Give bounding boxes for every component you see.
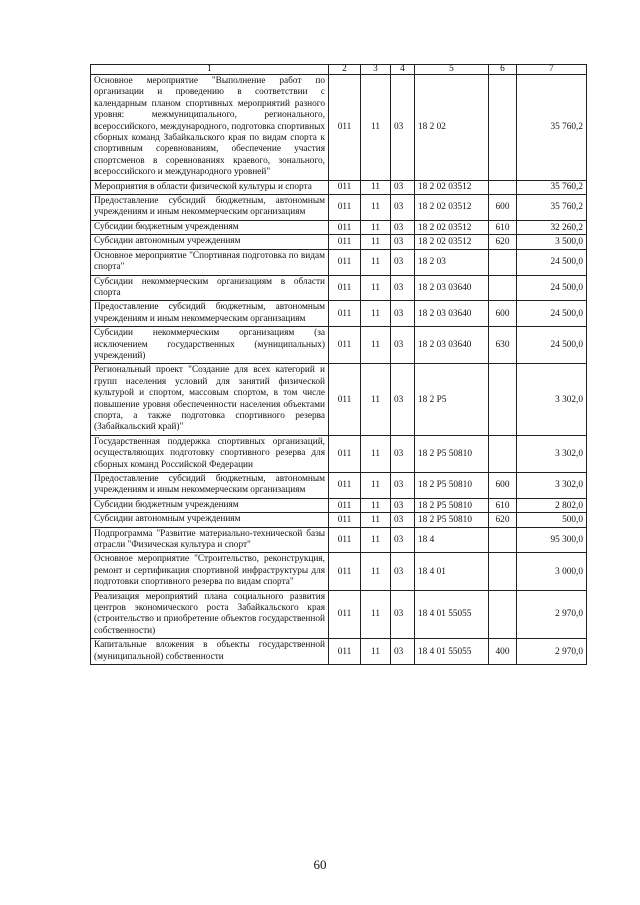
cell-grbs: 011 [329,275,361,301]
cell-name: Капитальные вложения в объекты государственной (муниципальной) собственности [91,639,329,665]
cell-grbs: 011 [329,553,361,590]
cell-amount: 500,0 [517,513,587,527]
cell-subsection: 03 [391,327,415,364]
cell-amount: 3 302,0 [517,435,587,472]
table-row [91,639,587,665]
cell-name: Региональный проект "Создание для всех категорий и групп населения условий для занятий физической культурой и спортом, массовым спортом, в том числе повышение уровня обеспеченности населения объектами спорта, а также подготовка спортивного резерва (Забайкальский край)" [91,364,329,435]
cell-expense-type [489,590,517,639]
table-row [91,220,587,234]
cell-amount: 3 000,0 [517,553,587,590]
cell-section: 11 [361,498,391,512]
cell-amount: 35 760,2 [517,180,587,194]
budget-table [90,64,587,665]
cell-subsection: 03 [391,249,415,275]
cell-section: 11 [361,639,391,665]
cell-section: 11 [361,220,391,234]
column-header: 7 [517,65,587,75]
cell-expense-type [489,364,517,435]
cell-expense-type [489,249,517,275]
table-row [91,180,587,194]
cell-grbs: 011 [329,590,361,639]
cell-expense-type: 600 [489,195,517,221]
table-row [91,75,587,181]
table-row [91,249,587,275]
cell-amount: 24 500,0 [517,249,587,275]
cell-amount: 24 500,0 [517,301,587,327]
cell-expense-type [489,275,517,301]
column-header: 4 [391,65,415,75]
cell-target-item: 18 2 02 [415,75,489,181]
cell-target-item: 18 4 01 55055 [415,639,489,665]
cell-name: Субсидии автономным учреждениям [91,235,329,249]
cell-name: Основное мероприятие "Выполнение работ по организации и проведению в соответствии с календарным планом спортивных мероприятий разного уровня: межмуниципального, регионального, всероссийского, международного, подготовка спортивных сборных команд Забайкальского края по видам спорта к спортивным соревнованиям, обеспечение участия спортсменов в соревнованиях краевого, зонального, всероссийского и международного уровней" [91,75,329,181]
cell-grbs: 011 [329,498,361,512]
cell-amount: 2 970,0 [517,590,587,639]
cell-section: 11 [361,364,391,435]
cell-expense-type: 600 [489,473,517,499]
cell-expense-type: 610 [489,220,517,234]
cell-section: 11 [361,249,391,275]
cell-target-item: 18 2 P5 50810 [415,435,489,472]
cell-section: 11 [361,180,391,194]
cell-grbs: 011 [329,435,361,472]
cell-grbs: 011 [329,473,361,499]
cell-subsection: 03 [391,527,415,553]
cell-target-item: 18 2 02 03512 [415,220,489,234]
cell-name: Предоставление субсидий бюджетным, автономным учреждениям и иным некоммерческим организациям [91,195,329,221]
cell-grbs: 011 [329,75,361,181]
cell-expense-type [489,527,517,553]
cell-section: 11 [361,235,391,249]
cell-name: Государственная поддержка спортивных организаций, осуществляющих подготовку спортивного резерва для сборных команд Российской Федерации [91,435,329,472]
cell-grbs: 011 [329,327,361,364]
table-row [91,553,587,590]
cell-expense-type [489,75,517,181]
cell-target-item: 18 2 P5 50810 [415,498,489,512]
cell-target-item: 18 2 02 03512 [415,235,489,249]
page-number: 60 [313,857,327,872]
cell-target-item: 18 4 [415,527,489,553]
cell-section: 11 [361,513,391,527]
cell-expense-type: 610 [489,498,517,512]
cell-grbs: 011 [329,527,361,553]
cell-subsection: 03 [391,75,415,181]
column-header: 6 [489,65,517,75]
table-row [91,275,587,301]
table-row [91,301,587,327]
cell-name: Субсидии бюджетным учреждениям [91,498,329,512]
cell-name: Субсидии бюджетным учреждениям [91,220,329,234]
table-row [91,513,587,527]
cell-grbs: 011 [329,301,361,327]
cell-name: Предоставление субсидий бюджетным, автономным учреждениям и иным некоммерческим организациям [91,473,329,499]
cell-subsection: 03 [391,553,415,590]
cell-expense-type: 620 [489,235,517,249]
cell-name: Основное мероприятие "Спортивная подготовка по видам спорта" [91,249,329,275]
cell-grbs: 011 [329,195,361,221]
cell-subsection: 03 [391,364,415,435]
cell-amount: 3 500,0 [517,235,587,249]
cell-target-item: 18 4 01 55055 [415,590,489,639]
cell-subsection: 03 [391,220,415,234]
cell-name: Субсидии некоммерческим организациям (за исключением государственных (муниципальных) учреждений) [91,327,329,364]
cell-amount: 24 500,0 [517,327,587,364]
table-row [91,195,587,221]
cell-expense-type: 630 [489,327,517,364]
cell-section: 11 [361,75,391,181]
cell-section: 11 [361,590,391,639]
cell-grbs: 011 [329,364,361,435]
cell-expense-type [489,180,517,194]
cell-target-item: 18 2 03 03640 [415,301,489,327]
cell-target-item: 18 2 P5 50810 [415,513,489,527]
cell-target-item: 18 2 03 03640 [415,327,489,364]
cell-amount: 35 760,2 [517,195,587,221]
cell-amount: 3 302,0 [517,364,587,435]
column-header: 2 [329,65,361,75]
cell-target-item: 18 2 P5 50810 [415,473,489,499]
cell-amount: 2 970,0 [517,639,587,665]
cell-name: Предоставление субсидий бюджетным, автономным учреждениям и иным некоммерческим организациям [91,301,329,327]
cell-target-item: 18 2 02 03512 [415,195,489,221]
cell-section: 11 [361,553,391,590]
table-row [91,498,587,512]
cell-grbs: 011 [329,180,361,194]
cell-subsection: 03 [391,275,415,301]
table-body [91,75,587,665]
cell-section: 11 [361,473,391,499]
cell-grbs: 011 [329,639,361,665]
cell-subsection: 03 [391,513,415,527]
cell-subsection: 03 [391,473,415,499]
table-row [91,473,587,499]
cell-grbs: 011 [329,220,361,234]
cell-grbs: 011 [329,513,361,527]
cell-name: Субсидии некоммерческим организациям в области спорта [91,275,329,301]
cell-amount: 24 500,0 [517,275,587,301]
column-header: 5 [415,65,489,75]
table-row [91,327,587,364]
cell-subsection: 03 [391,301,415,327]
cell-expense-type [489,553,517,590]
table-row [91,590,587,639]
cell-amount: 2 802,0 [517,498,587,512]
cell-subsection: 03 [391,235,415,249]
header-row [91,65,587,75]
cell-target-item: 18 2 03 [415,249,489,275]
table-row [91,235,587,249]
cell-expense-type: 400 [489,639,517,665]
cell-subsection: 03 [391,639,415,665]
cell-expense-type: 620 [489,513,517,527]
cell-section: 11 [361,195,391,221]
cell-name: Реализация мероприятий плана социального развития центров экономического роста Забайкальского края (строительство и приобретение объектов государственной собственности) [91,590,329,639]
table-row [91,527,587,553]
cell-section: 11 [361,275,391,301]
cell-section: 11 [361,327,391,364]
column-header: 3 [361,65,391,75]
cell-subsection: 03 [391,180,415,194]
cell-name: Подпрограмма "Развитие материально-технической базы отрасли "Физическая культура и спорт" [91,527,329,553]
cell-subsection: 03 [391,435,415,472]
cell-name: Субсидии автономным учреждениям [91,513,329,527]
cell-section: 11 [361,527,391,553]
cell-expense-type [489,435,517,472]
cell-name: Мероприятия в области физической культуры и спорта [91,180,329,194]
table-row [91,435,587,472]
column-header: 1 [91,65,329,75]
cell-subsection: 03 [391,195,415,221]
cell-amount: 3 302,0 [517,473,587,499]
cell-subsection: 03 [391,498,415,512]
cell-grbs: 011 [329,235,361,249]
cell-amount: 32 260,2 [517,220,587,234]
cell-amount: 95 300,0 [517,527,587,553]
cell-target-item: 18 2 02 03512 [415,180,489,194]
cell-name: Основное мероприятие "Строительство, реконструкция, ремонт и сертификация спортивной инфраструктуры для подготовки спортивного резерва по видам спорта" [91,553,329,590]
cell-target-item: 18 2 P5 [415,364,489,435]
cell-target-item: 18 2 03 03640 [415,275,489,301]
cell-expense-type: 600 [489,301,517,327]
table-row [91,364,587,435]
cell-section: 11 [361,435,391,472]
cell-target-item: 18 4 01 [415,553,489,590]
cell-section: 11 [361,301,391,327]
cell-subsection: 03 [391,590,415,639]
cell-grbs: 011 [329,249,361,275]
cell-amount: 35 760,2 [517,75,587,181]
